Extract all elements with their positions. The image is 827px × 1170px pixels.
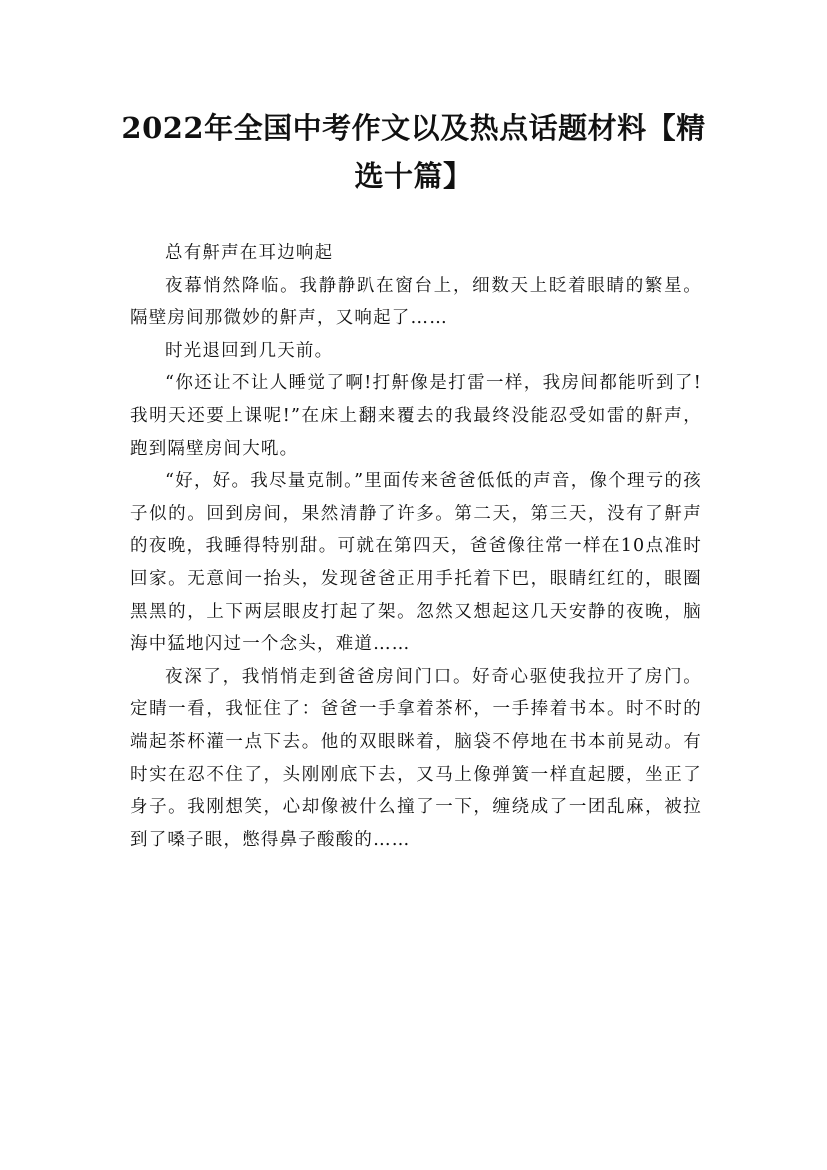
paragraph: 夜幕悄然降临。我静静趴在窗台上，细数天上眨着眼睛的繁星。隔壁房间那微妙的鼾声，又响起了…… xyxy=(130,275,702,329)
paragraph: “好，好。我尽量克制。”里面传来爸爸低低的声音，像个理亏的孩子似的。回到房间，果然清静了许多。第二天，第三天，没有了鼾声的夜晚，我睡得特别甜。可就在第四天，爸爸像往常一样在10点准时回家。无意间一抬头，发现爸爸正用手托着下巴，眼睛红红的，眼圈黑黑的，上下两层眼皮打起了架。忽然又想起这几天安静的夜晚，脑海中猛地闪过一个念头，难道…… xyxy=(130,471,702,655)
paragraph: “你还让不让人睡觉了啊!打鼾像是打雷一样，我房间都能听到了!我明天还要上课呢!”在床上翻来覆去的我最终没能忍受如雷的鼾声，跑到隔壁房间大吼。 xyxy=(130,373,702,459)
document-body xyxy=(130,237,702,856)
document-title: 2022年全国中考作文以及热点话题材料【精选十篇】 xyxy=(121,111,706,193)
paragraph: 夜深了，我悄悄走到爸爸房间门口。好奇心驱使我拉开了房门。定睛一看，我怔住了：爸爸一手拿着茶杯，一手捧着书本。时不时的端起茶杯灌一点下去。他的双眼眯着，脑袋不停地在书本前晃动。有时实在忍不住了，头刚刚底下去，又马上像弹簧一样直起腰，坐正了身子。我刚想笑，心却像被什么撞了一下，缠绕成了一团乱麻，被拉到了嗓子眼，憋得鼻子酸酸的…… xyxy=(130,666,702,850)
essay-heading: 总有鼾声在耳边响起 xyxy=(165,243,334,263)
paragraph: 时光退回到几天前。 xyxy=(165,340,334,361)
